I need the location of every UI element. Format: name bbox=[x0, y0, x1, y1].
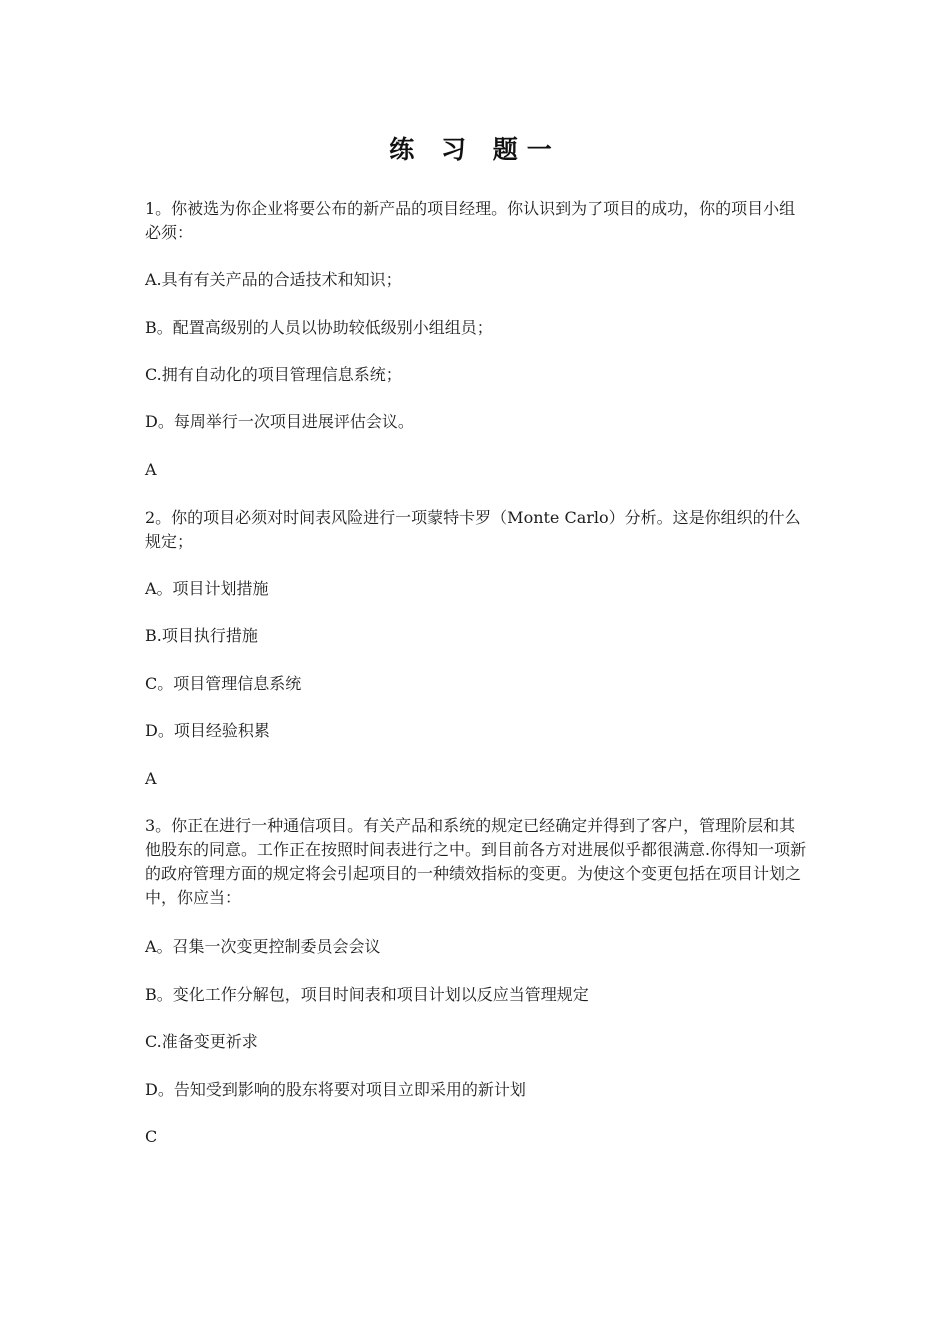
question-1-option-b: B。配置高级别的人员以协助较低级别小组组员； bbox=[145, 318, 493, 337]
question-3-stem: 3。你正在进行一种通信项目。有关产品和系统的规定已经确定并得到了客户，管理阶层和其他股东的同意。工作正在按照时间表进行之中。到目前各方对进展似乎都很满意.你得知一项新的政府管理方面的规定将会引起项目的一种绩效指标的变更。为使这个变更包括在项目计划之中，你应当： bbox=[145, 816, 807, 907]
question-1-option-d: D。每周举行一次项目进展评估会议。 bbox=[145, 412, 414, 431]
question-3-option-b: B。变化工作分解包，项目时间表和项目计划以反应当管理规定 bbox=[145, 985, 589, 1004]
question-2-option-b: B.项目执行措施 bbox=[145, 626, 258, 645]
question-1-stem: 1。你被选为你企业将要公布的新产品的项目经理。你认识到为了项目的成功，你的项目小组必须： bbox=[145, 199, 796, 242]
question-3-option-a: A。召集一次变更控制委员会会议 bbox=[145, 937, 381, 956]
question-3-option-d: D。告知受到影响的股东将要对项目立即采用的新计划 bbox=[145, 1080, 526, 1099]
page-title: 练 习 题一 bbox=[389, 135, 561, 164]
question-3-answer: C bbox=[145, 1127, 158, 1146]
question-1-option-a: A.具有有关产品的合适技术和知识； bbox=[145, 270, 402, 289]
question-2-option-d: D。项目经验积累 bbox=[145, 721, 270, 740]
question-2-answer: A bbox=[145, 769, 157, 788]
question-2-option-a: A。项目计划措施 bbox=[145, 579, 269, 598]
question-3-option-c: C.准备变更祈求 bbox=[145, 1032, 258, 1051]
question-2-option-c: C。项目管理信息系统 bbox=[145, 674, 302, 693]
question-2-stem: 2。你的项目必须对时间表风险进行一项蒙特卡罗（Monte Carlo）分析。这是你组织的什么规定； bbox=[145, 508, 801, 551]
question-1-answer: A bbox=[145, 460, 157, 479]
question-1-option-c: C.拥有自动化的项目管理信息系统； bbox=[145, 365, 402, 384]
